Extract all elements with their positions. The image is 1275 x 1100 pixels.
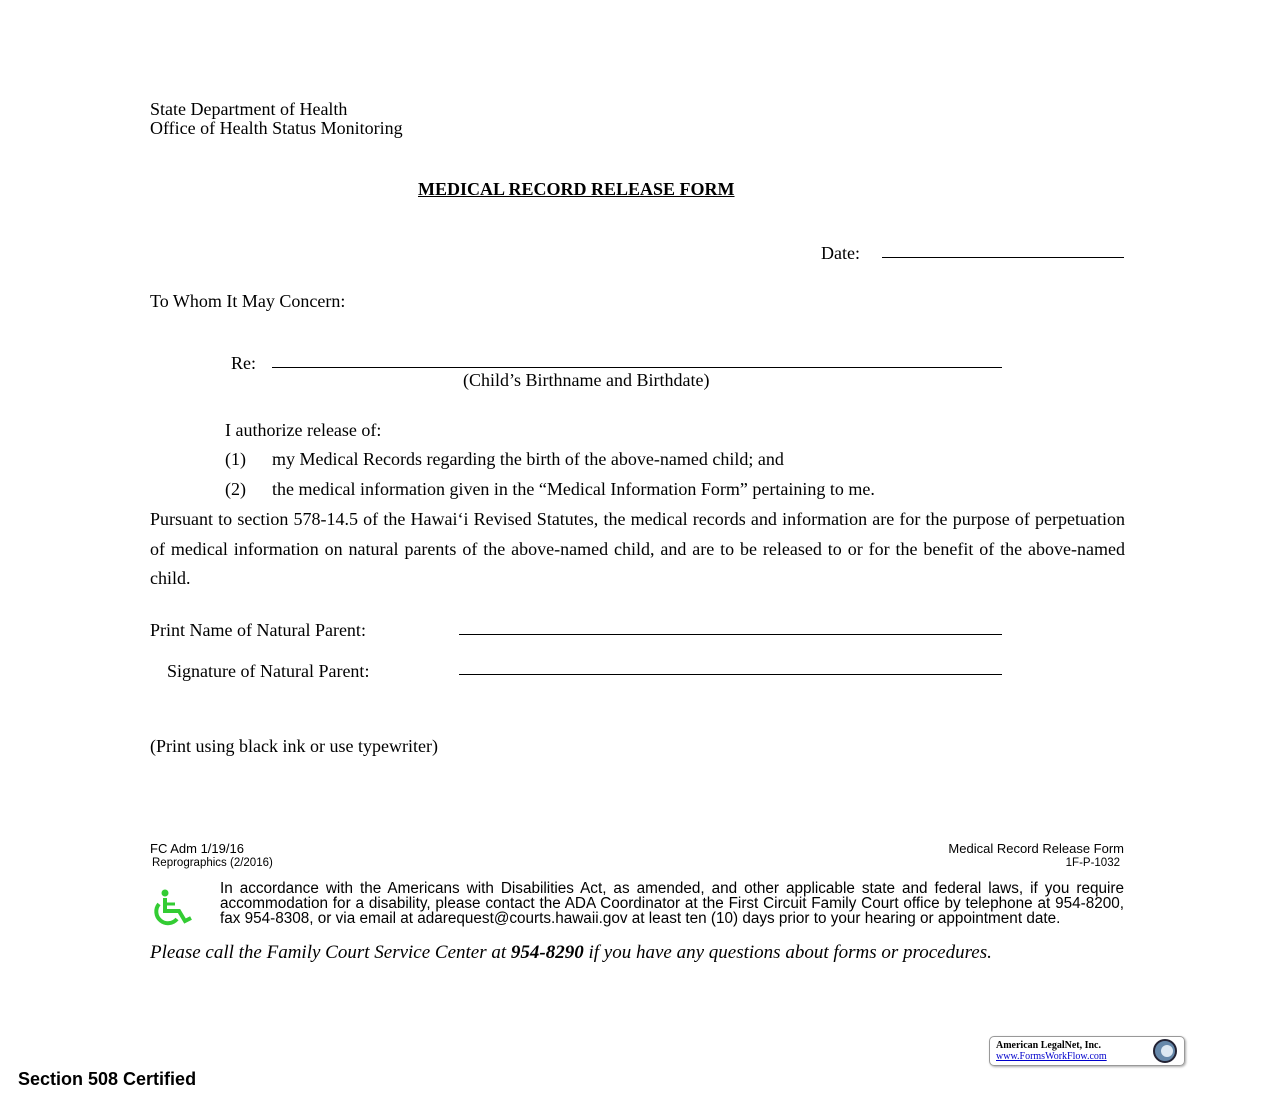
item-2-num: (2) <box>225 479 246 499</box>
print-name-label: Print Name of Natural Parent: <box>150 620 366 640</box>
wheelchair-accessibility-icon <box>151 889 209 927</box>
call-note-before: Please call the Family Court Service Center at <box>150 942 511 963</box>
authorize-text: I authorize release of: <box>225 420 382 440</box>
globe-logo-icon <box>1148 1039 1182 1063</box>
footer-form-code: FC Adm 1/19/16 <box>150 841 244 856</box>
header-line2: Office of Health Status Monitoring <box>150 118 403 138</box>
item-1-num: (1) <box>225 449 246 469</box>
footer-reprographics: Reprographics (2/2016) <box>152 857 273 869</box>
item-2-text: the medical information given in the “Medical Information Form” pertaining to me. <box>272 479 875 499</box>
date-field[interactable] <box>882 257 1124 258</box>
call-note-after: if you have any questions about forms or procedures. <box>583 942 992 963</box>
print-name-field[interactable] <box>459 634 1002 635</box>
signature-field[interactable] <box>459 674 1002 675</box>
badge-name: American LegalNet, Inc. <box>996 1040 1101 1051</box>
american-legalnet-badge[interactable] <box>989 1036 1185 1066</box>
re-caption: (Child’s Birthname and Birthdate) <box>463 370 710 390</box>
ink-note: (Print using black ink or use typewriter) <box>150 736 438 756</box>
re-field[interactable] <box>272 367 1002 368</box>
call-note <box>150 942 1124 963</box>
call-note-phone: 954-8290 <box>510 942 584 963</box>
footer-form-name: Medical Record Release Form <box>948 841 1124 856</box>
date-label: Date: <box>821 243 860 263</box>
badge-url[interactable]: www.FormsWorkFlow.com <box>996 1051 1107 1062</box>
footer-form-number: 1F-P-1032 <box>1065 857 1120 869</box>
form-title: MEDICAL RECORD RELEASE FORM <box>418 179 735 199</box>
item-1-text: my Medical Records regarding the birth of the above-named child; and <box>272 449 784 469</box>
statute-paragraph: Pursuant to section 578-14.5 of the Hawai‘i Revised Statutes, the medical records and information are for the purpose of perpetuation of medical information on natural parents of the above-named child, and are to be released to or for the benefit of the above-named child. <box>150 509 1125 588</box>
header-line1: State Department of Health <box>150 99 348 119</box>
salutation: To Whom It May Concern: <box>150 291 346 311</box>
ada-notice: In accordance with the Americans with Disabilities Act, as amended, and other applicable state and federal laws, if you require accommodation for a disability, please contact the ADA Coordinator at the First Circuit Family Court office by telephone at 954-8200, fax 954-8308, or via email at adarequest@courts.hawaii.gov at least ten (10) days prior to your hearing or appointment date. <box>220 880 1124 927</box>
re-label: Re: <box>231 353 256 373</box>
signature-label: Signature of Natural Parent: <box>167 661 370 681</box>
section-508-label: Section 508 Certified <box>18 1069 197 1089</box>
